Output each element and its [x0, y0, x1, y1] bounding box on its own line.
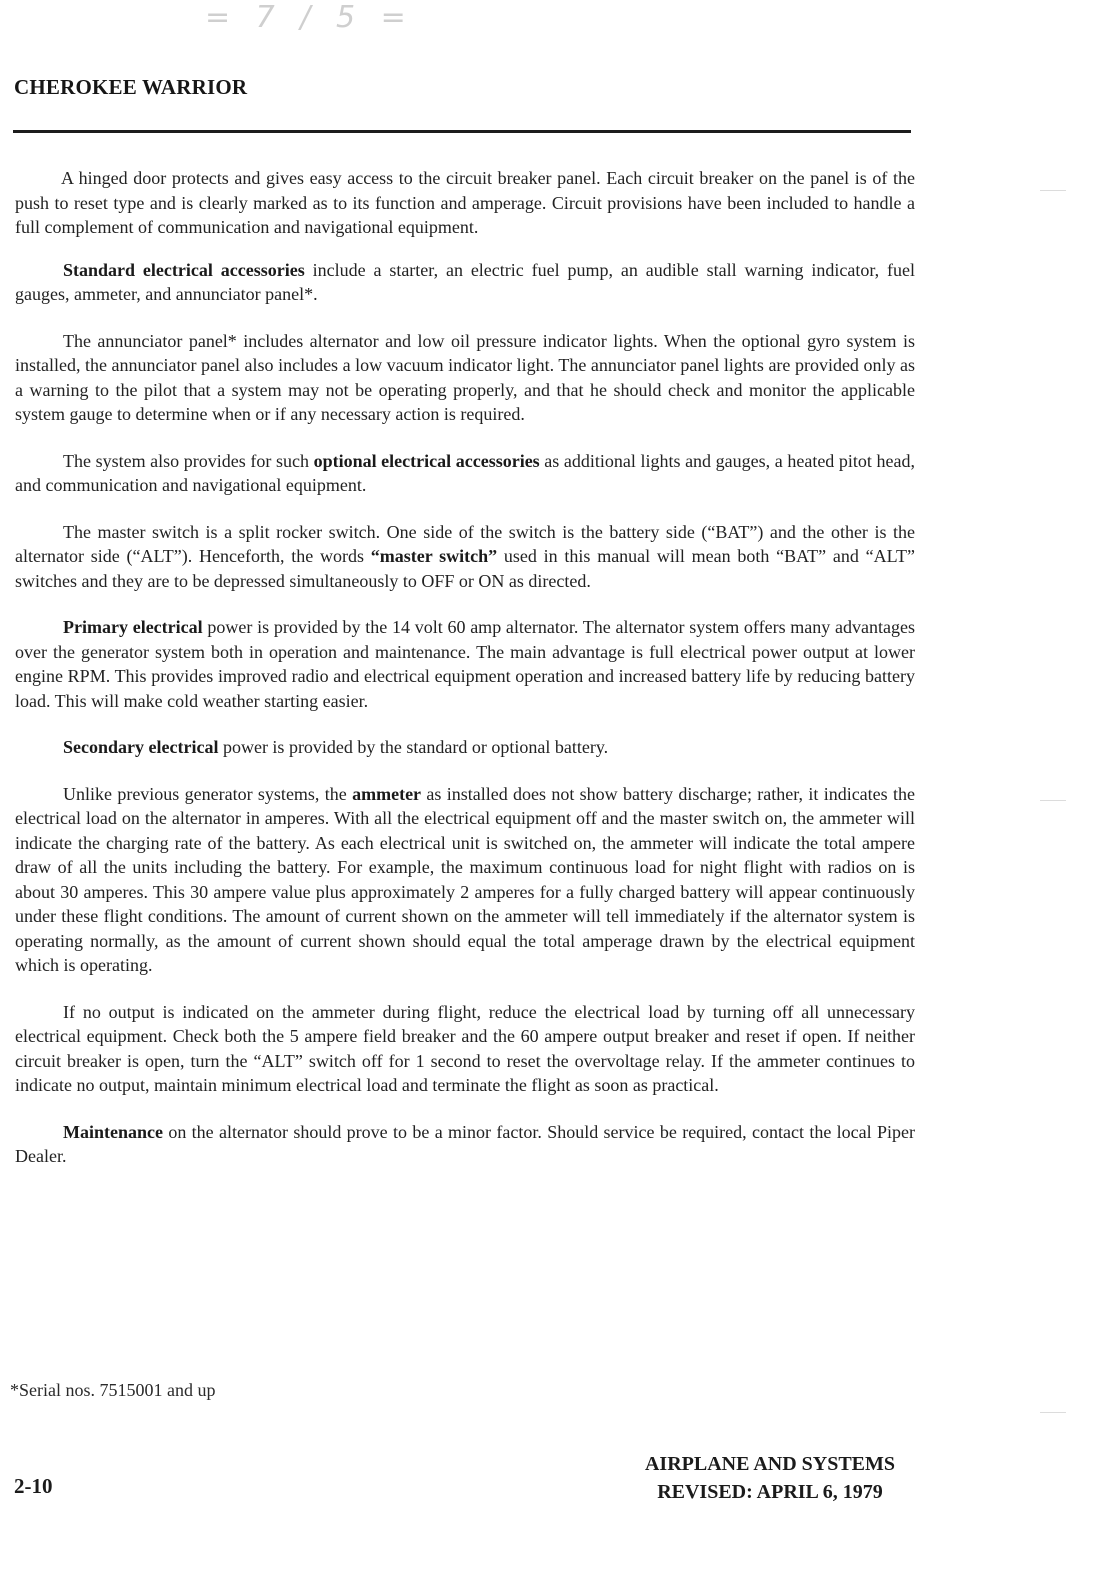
footer-section-block	[620, 1450, 920, 1506]
footer-revision-date: REVISED: APRIL 6, 1979	[657, 1481, 883, 1503]
paragraph-ammeter	[15, 782, 915, 978]
footer-section-title: AIRPLANE AND SYSTEMS	[644, 1453, 896, 1475]
paragraph-master-switch	[15, 520, 915, 594]
scan-edge-mark	[1040, 1412, 1066, 1413]
paragraph-text: on the alternator should prove to be a minor factor. Should service be required, contact the local Piper Dealer.	[15, 1121, 915, 1166]
paragraph-no-output-procedure: If no output is indicated on the ammeter during flight, reduce the electrical load by turning off all unnecessary electrical equipment. Check both the 5 ampere field breaker and the 60 ampere output breaker and reset if open. If neither circuit breaker is open, turn the “ALT” switch off for 1 second to reset the overvoltage relay. If the ammeter continues to indicate no output, maintain minimum electrical load and terminate the flight as soon as practical.	[15, 1001, 915, 1095]
paragraph-annunciator-panel: The annunciator panel* includes alternator and low oil pressure indicator lights. When the optional gyro system is installed, the annunciator panel also includes a low vacuum indicator light. The annunciator panel lights are provided only as a warning to the pilot that a system may not be operating properly, and that he should check and monitor the applicable system gauge to determine when or if any necessary action is required.	[15, 330, 915, 424]
term-primary-electrical: Primary electrical	[63, 617, 203, 637]
paragraph-secondary-power	[15, 735, 915, 760]
paragraph-text: used in this manual will mean both “BAT” and “ALT” switches and they are to be depressed simultaneously to OFF or ON as directed.	[15, 546, 915, 591]
page-number: 2-10	[14, 1474, 53, 1498]
term-standard-accessories: Standard electrical accessories	[63, 259, 305, 280]
term-secondary-electrical: Secondary electrical	[63, 737, 219, 757]
paragraph-text: as installed does not show battery discharge; rather, it indicates the electrical load on the alternator in amperes. With all the electrical equipment off and the master switch on, the ammeter will indicate the charging rate of the battery. As each electrical unit is switched on, the ammeter will indicate the total ampere draw of all the units including the battery. For example, the maximum continuous load for night flight with radios on is about 30 amperes. This 30 ampere value plus approximately 2 amperes for a fully charged battery will appear continuously under these flight conditions. The amount of current shown on the ammeter will tell immediately if the alternator system is operating normally, as the amount of current shown should equal the total amperage drawn by the electrical equipment which is operating.	[15, 783, 915, 975]
term-ammeter: ammeter	[352, 783, 422, 804]
paragraph-text: power is provided by the 14 volt 60 amp alternator. The alternator system offers many advantages over the generator system both in operation and maintenance. The main advantage is full electrical power output at lower engine RPM. This provides improved radio and electrical equipment operation and increased battery life by reducing battery load. This will make cold weather starting easier.	[15, 617, 915, 711]
paragraph-text: The system also provides for such	[63, 450, 314, 471]
paragraph-text: Unlike previous generator systems, the	[63, 783, 353, 804]
paragraph-text: include a starter, an electric fuel pump, an audible stall warning indicator, fuel gauges, ammeter, and annunciator panel*.	[15, 259, 916, 304]
paragraph-text: The master switch is a split rocker switch. One side of the switch is the battery side (“BAT”) and the other is the alternator side (“ALT”). Henceforth, the words	[15, 521, 915, 566]
paragraph-maintenance	[15, 1120, 915, 1169]
paragraph-primary-power	[15, 615, 915, 713]
scan-edge-mark	[1040, 190, 1066, 191]
paragraph-standard-accessories	[15, 258, 915, 307]
handwritten-mark: = 7 / 5 =	[205, 0, 414, 35]
scan-edge-mark	[1040, 800, 1066, 801]
serial-footnote: *Serial nos. 7515001 and up	[10, 1380, 216, 1400]
paragraph-circuit-breaker-panel: A hinged door protects and gives easy access to the circuit breaker panel. Each circuit breaker on the panel is of the push to reset type and is clearly marked as to its function and amperage. Circuit provisions have been included to handle a full complement of communication and navigational equipment.	[15, 168, 915, 237]
header-divider	[13, 130, 911, 133]
term-optional-accessories: optional electrical accessories	[313, 450, 540, 471]
paragraph-text: power is provided by the standard or optional battery.	[218, 737, 609, 757]
term-master-switch: “master switch”	[370, 546, 498, 566]
body-text	[15, 166, 915, 1191]
page-title: CHEROKEE WARRIOR	[14, 75, 248, 99]
paragraph-optional-accessories	[15, 449, 915, 498]
term-maintenance: Maintenance	[63, 1121, 163, 1142]
paragraph-text: as additional lights and gauges, a heated pitot head, and communication and navigational equipment.	[15, 450, 915, 495]
